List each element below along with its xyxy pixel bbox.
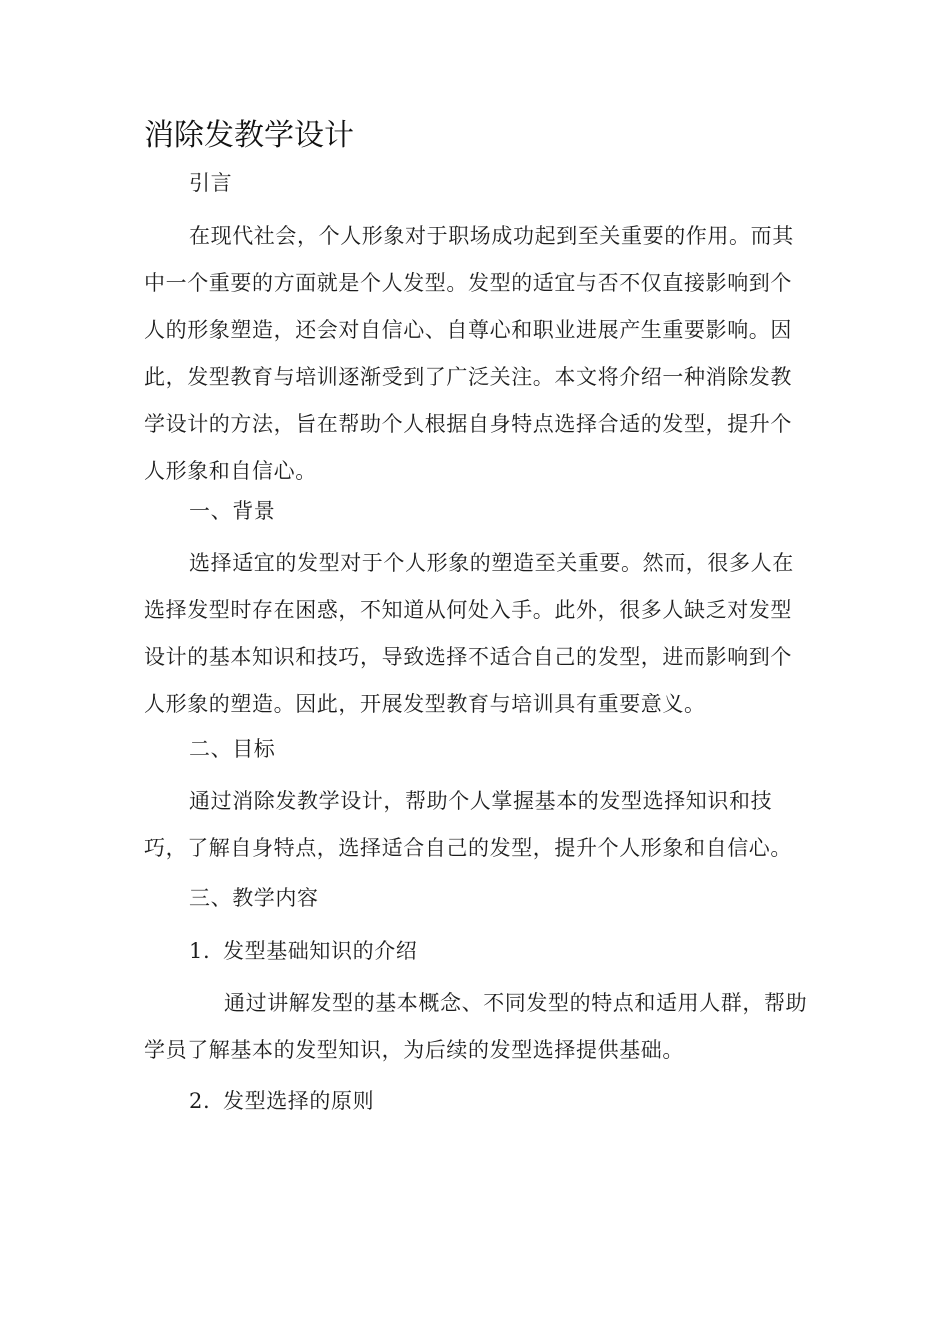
- intro-paragraph: 在现代社会，个人形象对于职场成功起到至关重要的作用。而其中一个重要的方面就是个人发型。发型的适宜与否不仅直接影响到个人的形象塑造，还会对自信心、自尊心和职业进展产生重要影响。因此，发型教育与培训逐渐受到了广泛关注。本文将介绍一种消除发教学设计的方法，旨在帮助个人根据自身特点选择合适的发型，提升个人形象和自信心。: [144, 224, 794, 483]
- section-content-heading: 三、教学内容: [189, 886, 319, 910]
- section-background-paragraph: 选择适宜的发型对于个人形象的塑造至关重要。然而，很多人在选择发型时存在困惑，不知道从何处入手。此外，很多人缺乏对发型设计的基本知识和技巧，导致选择不适合自己的发型，进而影响到个人形象的塑造。因此，开展发型教育与培训具有重要意义。: [144, 551, 794, 716]
- content-item-1-paragraph: 通过讲解发型的基本概念、不同发型的特点和适用人群，帮助学员了解基本的发型知识，为后续的发型选择提供基础。: [144, 991, 808, 1062]
- content-item-1-title: 发型基础知识的介绍: [223, 939, 418, 963]
- section-goal-heading: 二、目标: [189, 737, 276, 761]
- content-item-1-heading: [189, 928, 417, 975]
- document-title: 消除发教学设计: [144, 118, 354, 153]
- intro-heading: 引言: [189, 171, 233, 195]
- section-background-heading: 一、背景: [189, 499, 276, 523]
- content-item-2-number: 2.: [189, 1089, 211, 1113]
- content-item-1-number: 1.: [189, 939, 211, 963]
- content-item-2-title: 发型选择的原则: [223, 1089, 375, 1113]
- content-item-2-heading: [189, 1078, 374, 1125]
- section-goal-paragraph: 通过消除发教学设计，帮助个人掌握基本的发型选择知识和技巧，了解自身特点，选择适合自己的发型，提升个人形象和自信心。: [144, 789, 792, 860]
